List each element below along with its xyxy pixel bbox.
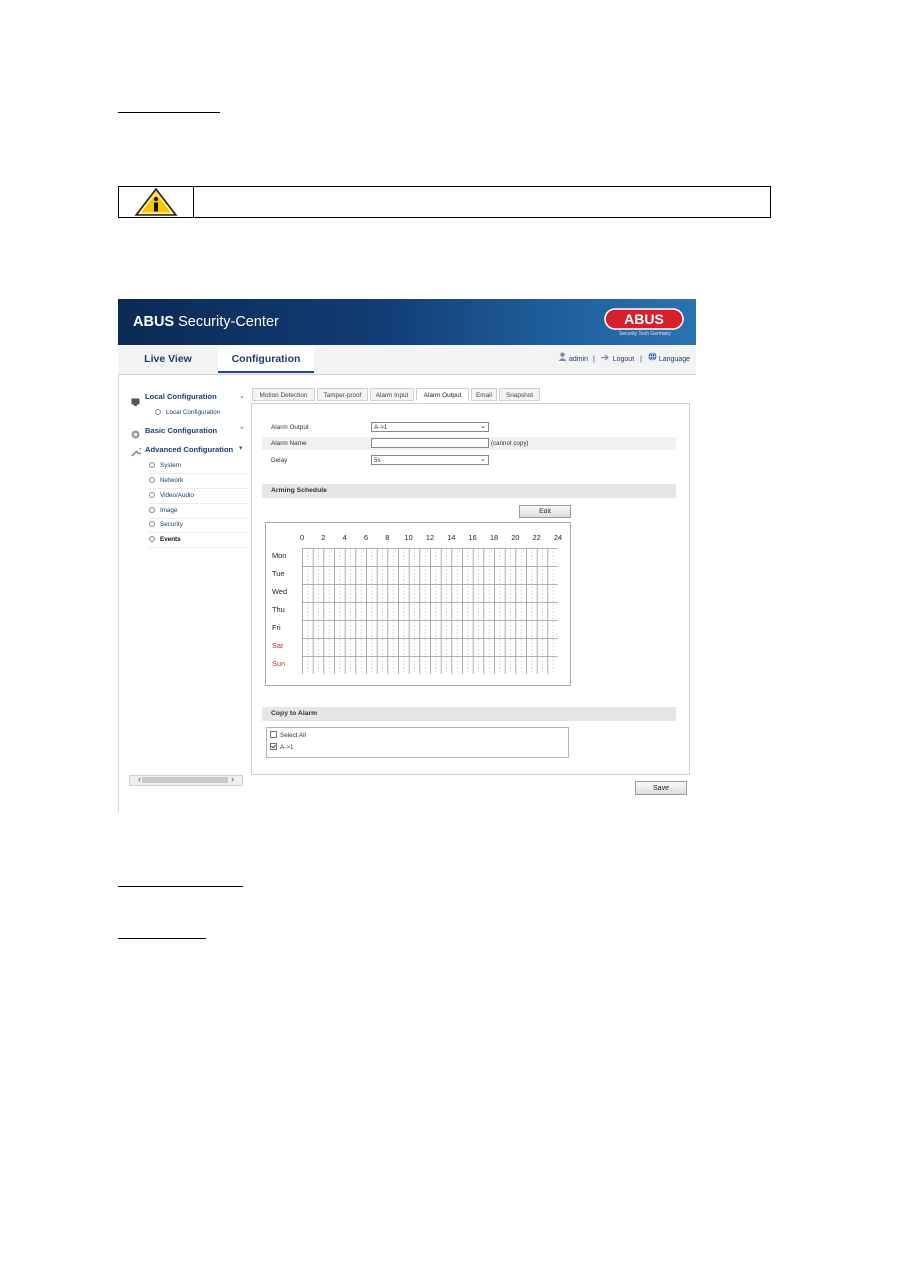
scroll-left-icon[interactable]: ‹: [138, 774, 141, 784]
chevron-down-icon[interactable]: ⌄: [239, 393, 245, 400]
top-navigation: [118, 346, 696, 375]
hour-label: 14: [447, 533, 456, 542]
hour-label: 24: [553, 533, 563, 542]
tab-email[interactable]: Email: [471, 388, 497, 401]
select-all-row[interactable]: [270, 731, 306, 741]
day-label-tue: Tue: [272, 569, 285, 578]
day-label-thu: Thu: [272, 605, 285, 614]
alarm-name-input[interactable]: [371, 438, 489, 448]
sidebar-subitem-video-audio[interactable]: Video/Audio: [149, 489, 249, 504]
logout-icon: [600, 356, 613, 363]
hour-label: 6: [363, 533, 369, 542]
sidebar-subitem-network[interactable]: Network: [149, 474, 249, 489]
user-menu: [558, 346, 690, 373]
day-label-sat: Sat: [272, 641, 284, 650]
alarm-output-panel: [251, 403, 690, 775]
sidebar-item-advanced-configuration[interactable]: Advanced Configuration: [145, 445, 234, 454]
user-icon: [558, 356, 569, 363]
sidebar-subitem-image[interactable]: Image: [149, 504, 249, 519]
sidebar-subitem-security[interactable]: Security: [149, 518, 249, 533]
separator: |: [593, 356, 595, 363]
user-name[interactable]: admin: [568, 356, 589, 363]
delay-label: Delay: [271, 457, 288, 464]
globe-icon: [648, 356, 659, 363]
chevron-down-icon[interactable]: ▾: [239, 445, 243, 452]
tab-alarm-input[interactable]: Alarm Input: [370, 388, 414, 401]
wrench-icon: [131, 444, 141, 462]
sidebar-horizontal-scrollbar[interactable]: [129, 775, 243, 786]
hour-label: 4: [342, 533, 347, 542]
app-banner: [118, 299, 696, 345]
tab-alarm-output[interactable]: Alarm Output: [416, 388, 469, 401]
separator: |: [640, 356, 642, 363]
hour-label: 2: [321, 533, 326, 542]
delay-row: [262, 454, 676, 467]
alarm-a1-label: A->1: [280, 744, 294, 751]
tab-tamper-proof[interactable]: Tamper-proof: [317, 388, 368, 401]
alarm-a1-checkbox[interactable]: [270, 743, 277, 750]
tab-configuration[interactable]: Configuration: [218, 346, 314, 373]
scrollbar-thumb[interactable]: [142, 777, 228, 783]
tab-snapshot[interactable]: Snapshot: [499, 388, 540, 401]
arming-schedule-header: Arming Schedule: [262, 484, 676, 498]
chevron-up-icon[interactable]: ⌃: [239, 427, 245, 434]
sidebar-item-local-configuration[interactable]: Local Configuration: [145, 392, 217, 401]
heading-underline-1: [118, 112, 220, 113]
chevron-down-icon: ⌄: [480, 456, 486, 463]
copy-to-alarm-header: Copy to Alarm: [262, 707, 676, 721]
schedule-grid-lines: [302, 548, 558, 674]
abus-logo: [604, 308, 684, 330]
alarm-output-row: [262, 421, 676, 434]
sidebar-item-basic-configuration[interactable]: Basic Configuration: [145, 426, 218, 435]
sidebar: [118, 375, 249, 812]
delay-select[interactable]: 5s ⌄: [371, 455, 489, 465]
day-label-wed: Wed: [272, 587, 288, 596]
hour-label: 0: [299, 533, 305, 542]
alarm-output-label: Alarm Output: [271, 424, 309, 431]
heading-underline-2: [118, 886, 243, 887]
day-label-fri: Fri: [272, 623, 281, 632]
save-button[interactable]: Save: [635, 781, 687, 795]
scroll-right-icon[interactable]: ›: [231, 774, 234, 784]
app-title: ABUS Security-Center: [133, 314, 279, 330]
alarm-output-select[interactable]: A->1 ⌄: [371, 422, 489, 432]
hour-label: 20: [511, 533, 520, 542]
arming-schedule-grid[interactable]: [265, 522, 571, 686]
hour-label: 22: [532, 533, 541, 542]
sidebar-subitem-local-configuration[interactable]: Local Configuration: [155, 406, 255, 420]
info-note-box: [118, 186, 771, 218]
alarm-name-row: [262, 437, 676, 450]
alarm-name-label: Alarm Name: [271, 440, 307, 447]
chevron-down-icon: ⌄: [480, 423, 486, 430]
local-config-icon: [131, 393, 140, 411]
warning-info-icon: [119, 187, 193, 217]
hour-label: 18: [489, 533, 499, 542]
day-label-sun: Sun: [272, 659, 286, 668]
select-all-checkbox[interactable]: [270, 731, 277, 738]
hour-label: 16: [468, 533, 477, 542]
select-all-label: Select All: [280, 732, 306, 739]
tab-live-view[interactable]: Live View: [144, 353, 192, 365]
hour-label: 8: [385, 533, 390, 542]
day-label-mon: Mon: [272, 551, 287, 560]
svg-text:ABUS: ABUS: [624, 311, 664, 327]
language-link[interactable]: Language: [658, 356, 690, 363]
logout-link[interactable]: Logout: [612, 356, 635, 363]
tab-motion-detection[interactable]: Motion Detection: [252, 388, 315, 401]
heading-underline-3: [118, 938, 206, 939]
hour-label: 10: [404, 533, 413, 542]
edit-schedule-button[interactable]: Edit: [519, 505, 571, 518]
sidebar-subitem-system[interactable]: System: [149, 459, 249, 474]
logo-tagline: Security Tech Germany: [619, 331, 671, 337]
basic-config-icon: [131, 426, 140, 444]
copy-to-alarm-list: [266, 727, 569, 758]
web-ui-screenshot: [118, 299, 696, 812]
hour-label: 12: [425, 533, 435, 542]
info-icon-cell: [119, 187, 194, 217]
cannot-copy-note: (cannot copy): [491, 440, 529, 447]
sidebar-subitem-events[interactable]: Events: [149, 533, 249, 548]
alarm-copy-row[interactable]: [270, 743, 293, 753]
